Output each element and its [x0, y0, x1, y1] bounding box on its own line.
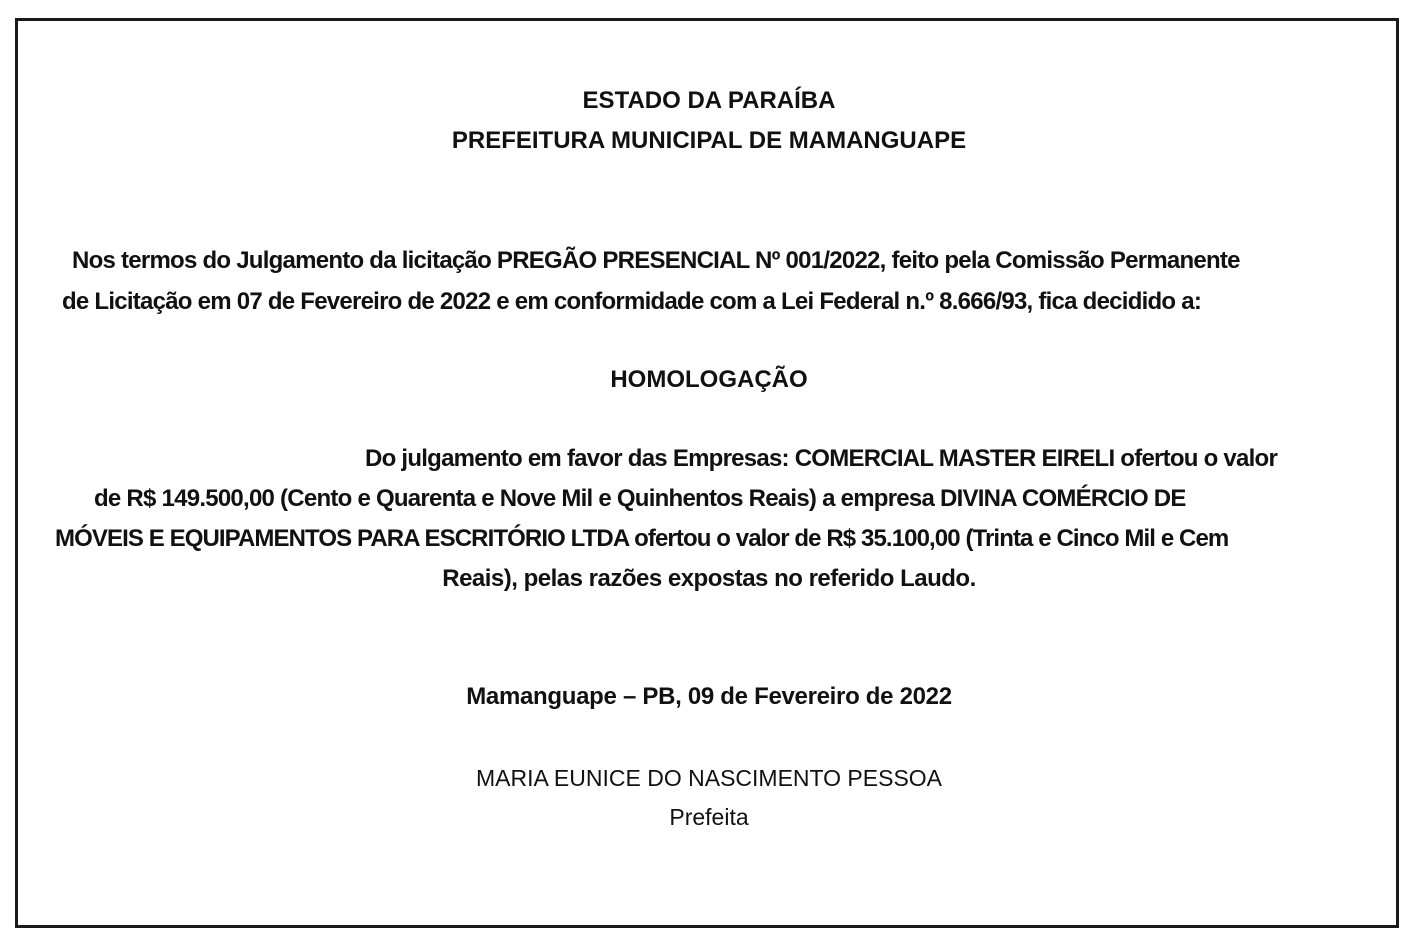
header-prefecture: PREFEITURA MUNICIPAL DE MAMANGUAPE [451, 127, 967, 154]
document-border [15, 18, 1399, 928]
header-state: ESTADO DA PARAÍBA [582, 87, 836, 114]
award-line-1: Do julgamento em favor das Empresas: COMERCIAL MASTER EIRELI ofertou o valor [365, 445, 1278, 472]
place-date: Mamanguape – PB, 09 de Fevereiro de 2022 [466, 683, 952, 710]
intro-line-1: Nos termos do Julgamento da licitação PREGÃO PRESENCIAL Nº 001/2022, feito pela Comissão Permanente [72, 247, 1240, 274]
decision-title: HOMOLOGAÇÃO [610, 366, 808, 393]
signature-name: MARIA EUNICE DO NASCIMENTO PESSOA [475, 765, 943, 791]
award-line-2: de R$ 149.500,00 (Cento e Quarenta e Nove Mil e Quinhentos Reais) a empresa DIVINA COMÉRCIO DE [94, 485, 1186, 512]
award-line-4: Reais), pelas razões expostas no referido Laudo. [442, 565, 976, 592]
signature-role: Prefeita [669, 804, 749, 830]
award-line-3: MÓVEIS E EQUIPAMENTOS PARA ESCRITÓRIO LTDA ofertou o valor de R$ 35.100,00 (Trinta e Cinco Mil e Cem [55, 525, 1229, 552]
intro-line-2: de Licitação em 07 de Fevereiro de 2022 e em conformidade com a Lei Federal n.º 8.666/93, fica decidido a: [62, 288, 1202, 315]
